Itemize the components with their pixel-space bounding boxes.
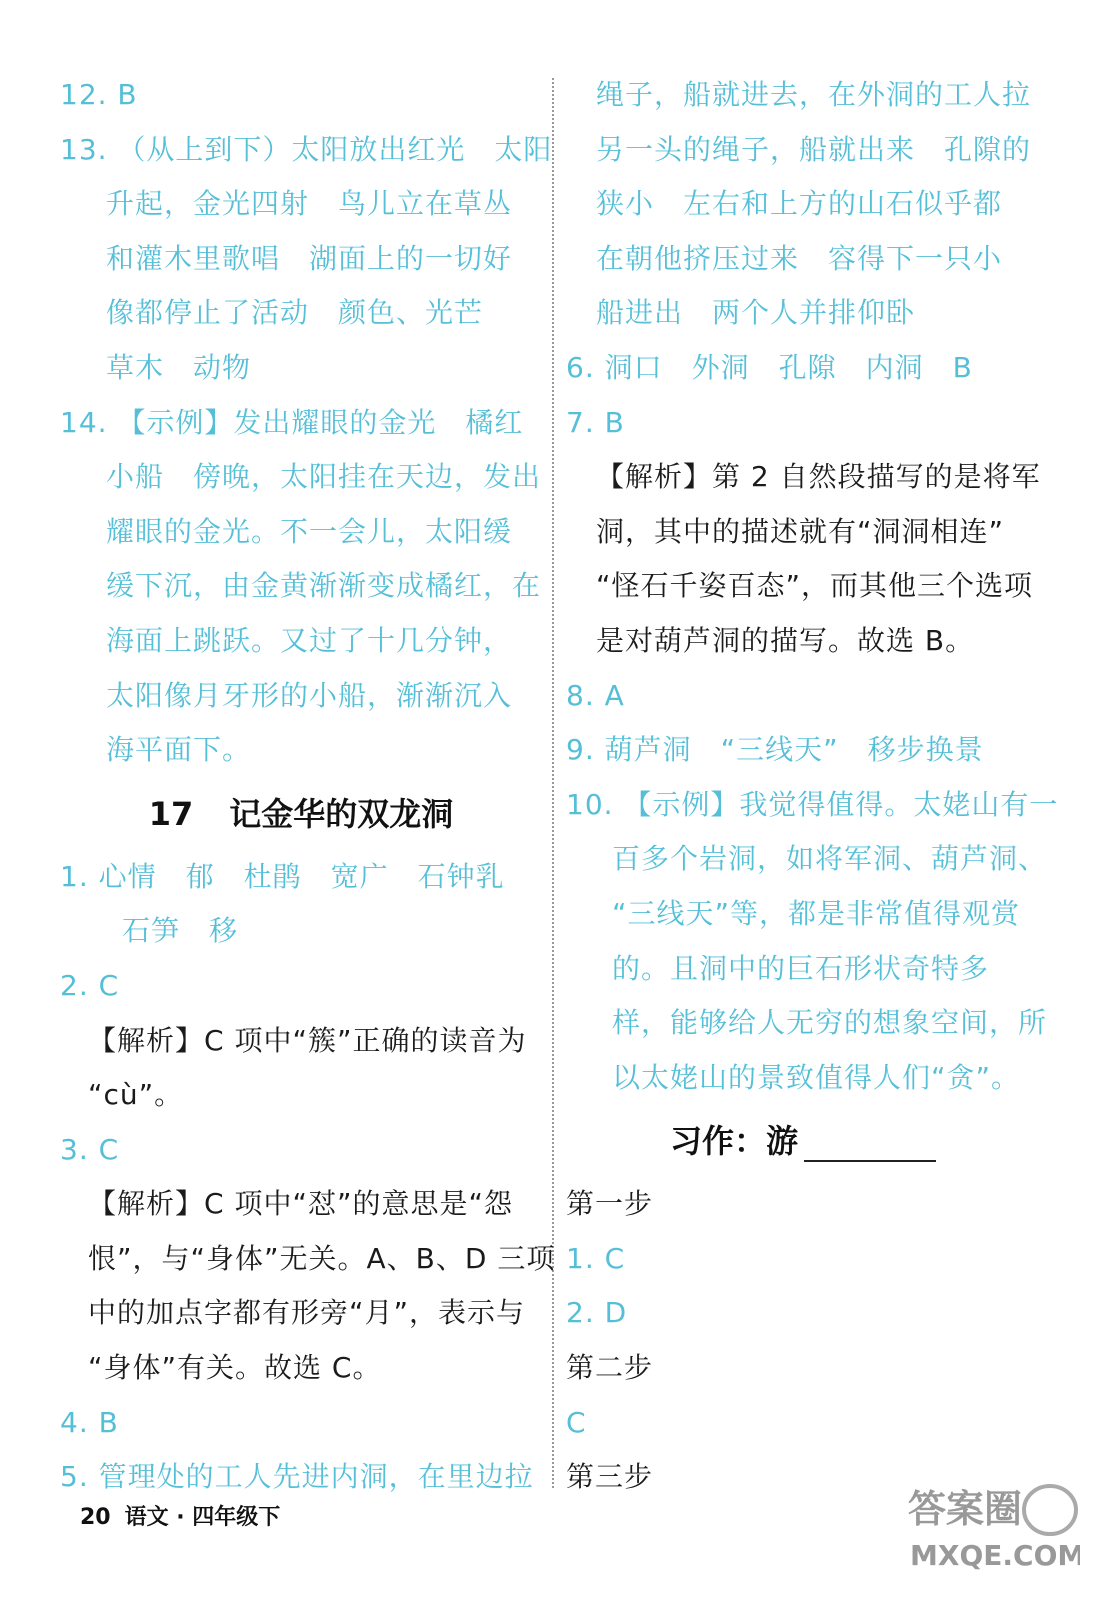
- s1-line-2: 石笋 移: [122, 914, 239, 948]
- s7-analysis-line-4: 是对葫芦洞的描写。故选 B。: [596, 623, 975, 657]
- right-column: [566, 68, 1059, 1505]
- s10-line-2: 百多个岩洞，如将军洞、葫芦洞、: [612, 842, 1048, 876]
- s9-answer: 9. 葫芦洞 “三线天” 移步换景: [566, 733, 984, 767]
- s3-analysis-line-2: 恨”，与“身体”无关。A、B、D 三项: [88, 1241, 556, 1275]
- step-1-answer-2: 2. D: [566, 1296, 628, 1330]
- step-3-label: 第三步: [566, 1460, 654, 1494]
- page-footer: [80, 1500, 280, 1531]
- s2-analysis-line-2: “cù”。: [88, 1078, 184, 1112]
- writing-heading: [566, 1111, 1040, 1171]
- watermark-line-1: 答案圈: [908, 1487, 1023, 1531]
- answer-14-line-7: 海平面下。: [106, 733, 252, 767]
- s10-line-3: “三线天”等，都是非常值得观赏: [612, 896, 1021, 930]
- left-column: [60, 68, 556, 1505]
- answer-14-line-3: 耀眼的金光。不一会儿，太阳缓: [106, 514, 513, 548]
- answer-14-line-4: 缓下沉，由金黄渐渐变成橘红，在: [106, 569, 542, 603]
- s10-line-6: 以太姥山的景致值得人们“贪”。: [612, 1060, 1021, 1094]
- answer-13-line-4: 像都停止了活动 颜色、光芒: [106, 296, 484, 330]
- answer-13-line-1: 13. （从上到下）太阳放出红光 太阳: [60, 132, 553, 166]
- s7-analysis-line-2: 洞，其中的描述就有“洞洞相连”: [596, 514, 1005, 548]
- s10-line-1: 10. 【示例】我觉得值得。太姥山有一: [566, 787, 1059, 821]
- step-2-label: 第二步: [566, 1351, 654, 1385]
- watermark-line-2: MXQE.COM: [910, 1539, 1080, 1572]
- answer-14-line-2: 小船 傍晚，太阳挂在天边，发出: [106, 460, 542, 494]
- s3-analysis-line-4: “身体”有关。故选 C。: [88, 1351, 382, 1385]
- watermark-graphic: [900, 1470, 1080, 1580]
- section-number: 17: [148, 794, 194, 833]
- s5-cont-line-1: 绳子，船就进去，在外洞的工人拉: [596, 78, 1032, 111]
- subject-label: 语文 · 四年级下: [124, 1505, 281, 1530]
- answer-13-line-3: 和灌木里歌唱 湖面上的一切好: [106, 241, 513, 275]
- s6-answer: 6. 洞口 外洞 孔隙 内洞 B: [566, 350, 973, 384]
- step-2-answer: C: [566, 1405, 587, 1439]
- s5-cont-line-4: 在朝他挤压过来 容得下一只小: [596, 241, 1003, 275]
- s3-analysis-line-1: 【解析】C 项中“怼”的意思是“怨: [88, 1187, 513, 1221]
- answer-12: 12. B: [60, 78, 138, 111]
- s5-cont-line-3: 狭小 左右和上方的山石似乎都: [596, 187, 1003, 221]
- s1-line-1: 1. 心情 郁 杜鹃 宽广 石钟乳: [60, 859, 505, 893]
- s3-answer: 3. C: [60, 1132, 120, 1166]
- s2-answer: 2. C: [60, 968, 120, 1002]
- answer-14-line-5: 海面上跳跃。又过了十几分钟，: [106, 623, 513, 657]
- s5-cont-line-5: 船进出 两个人并排仰卧: [596, 296, 916, 330]
- answer-14-line-1: 14. 【示例】发出耀眼的金光 橘红: [60, 405, 524, 439]
- s2-analysis-line-1: 【解析】C 项中“簇”正确的读音为: [88, 1023, 527, 1057]
- s5-line-1: 5. 管理处的工人先进内洞，在里边拉: [60, 1460, 534, 1494]
- s7-analysis-line-1: 【解析】第 2 自然段描写的是将军: [596, 460, 1041, 494]
- s8-answer: 8. A: [566, 678, 625, 712]
- s10-line-4: 的。且洞中的巨石形状奇特多: [612, 951, 990, 985]
- s4-answer: 4. B: [60, 1405, 119, 1439]
- answer-13-line-5: 草木 动物: [106, 350, 252, 384]
- s10-line-5: 样，能够给人无穷的想象空间，所: [612, 1006, 1048, 1040]
- writing-title: 习作：游: [669, 1122, 798, 1161]
- answer-14-line-6: 太阳像月牙形的小船，渐渐沉入: [106, 678, 513, 712]
- s5-cont-line-2: 另一头的绳子，船就出来 孔隙的: [596, 132, 1032, 166]
- section-title: 记金华的双龙洞: [229, 794, 454, 833]
- section-heading: [60, 784, 542, 844]
- answer-13-line-2: 升起，金光四射 鸟儿立在草丛: [106, 187, 513, 221]
- page-number: 20: [80, 1505, 111, 1530]
- fill-blank: [804, 1124, 936, 1162]
- step-1-label: 第一步: [566, 1187, 654, 1221]
- s7-analysis-line-3: “怪石千姿百态”，而其他三个选项: [596, 569, 1034, 603]
- s7-answer: 7. B: [566, 405, 625, 439]
- watermark-logo: [900, 1470, 1080, 1580]
- step-1-answer-1: 1. C: [566, 1241, 626, 1275]
- s3-analysis-line-3: 中的加点字都有形旁“月”，表示与: [88, 1296, 526, 1330]
